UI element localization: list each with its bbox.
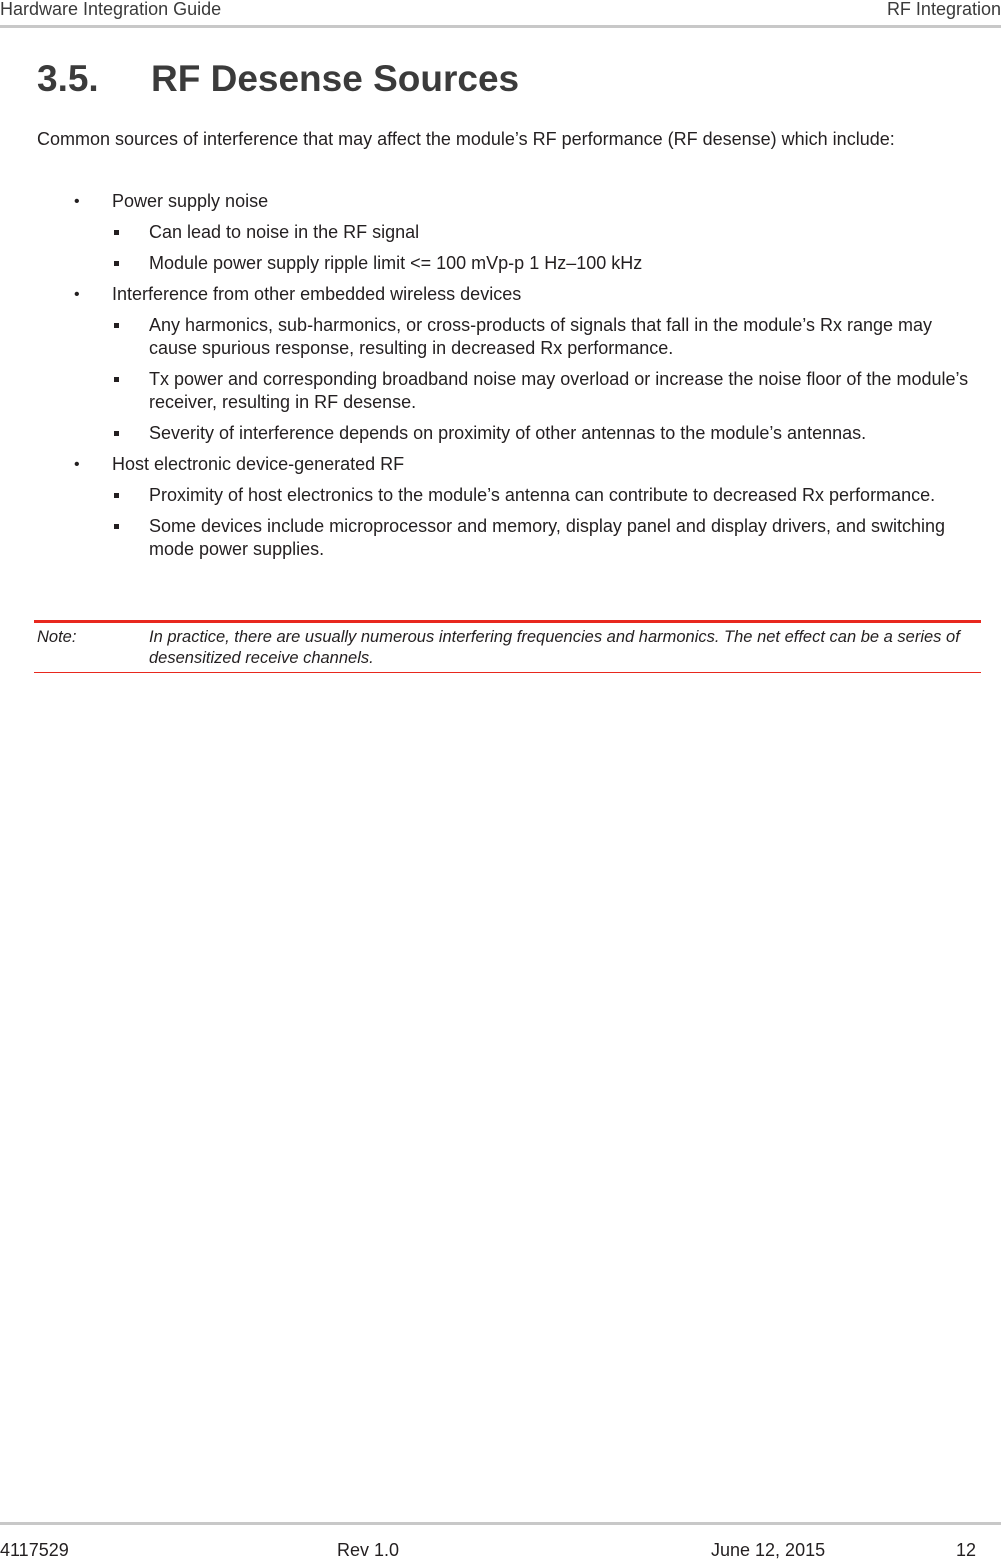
list-item-label: Power supply noise: [112, 191, 269, 211]
section-number: 3.5.: [37, 58, 99, 99]
sub-list-item: [112, 422, 982, 445]
sub-list-item-text: Can lead to noise in the RF signal: [149, 222, 420, 242]
interference-source-list: [37, 190, 982, 569]
square-bullet-icon: [114, 261, 119, 266]
sub-list-item: [112, 515, 982, 561]
list-item-label: Host electronic device-generated RF: [112, 454, 405, 474]
header-document-title: Hardware Integration Guide: [0, 0, 222, 19]
list-item: [37, 453, 982, 561]
sub-list-item-text: Severity of interference depends on proximity of other antennas to the module’s antennas.: [149, 423, 867, 443]
square-bullet-icon: [114, 431, 119, 436]
square-bullet-icon: [114, 323, 119, 328]
sub-list-item-text: Proximity of host electronics to the module’s antenna can contribute to decreased Rx performance.: [149, 485, 936, 505]
section-heading: [37, 58, 519, 100]
sub-list-item: [112, 368, 982, 414]
sub-list: [112, 314, 982, 445]
round-bullet-icon: •: [74, 456, 80, 473]
footer-revision: Rev 1.0: [337, 1540, 400, 1560]
sub-list-item-text: Tx power and corresponding broadband noise may overload or increase the noise floor of the module’s receiver, resulting in RF desense.: [149, 369, 969, 412]
sub-list: [112, 484, 982, 561]
page-footer: [0, 1522, 1001, 1559]
sub-list-item: [112, 221, 982, 244]
list-item: [37, 283, 982, 445]
sub-list-item: [112, 252, 982, 275]
square-bullet-icon: [114, 377, 119, 382]
footer-page-number: 12: [956, 1540, 977, 1560]
list-item-label: Interference from other embedded wireless devices: [112, 284, 522, 304]
square-bullet-icon: [114, 230, 119, 235]
note-label: Note:: [37, 628, 77, 646]
sub-list-item-text: Module power supply ripple limit <= 100 mVp-p 1 Hz–100 kHz: [149, 253, 643, 273]
page-header: [0, 0, 1001, 28]
footer-date: June 12, 2015: [711, 1540, 826, 1560]
note-top-divider: [34, 620, 981, 623]
sub-list-item: [112, 314, 982, 360]
square-bullet-icon: [114, 524, 119, 529]
square-bullet-icon: [114, 493, 119, 498]
round-bullet-icon: •: [74, 193, 80, 210]
section-title: RF Desense Sources: [151, 58, 520, 99]
sub-list: [112, 221, 982, 275]
sub-list-item: [112, 484, 982, 507]
header-chapter-title: RF Integration: [886, 0, 1001, 19]
sub-list-item-text: Some devices include microprocessor and memory, display panel and display drivers, and switching mode power supplies.: [149, 516, 946, 559]
round-bullet-icon: •: [74, 286, 80, 303]
intro-paragraph: Common sources of interference that may affect the module’s RF performance (RF desense) which include:: [37, 129, 895, 149]
sub-list-item-text: Any harmonics, sub-harmonics, or cross-products of signals that fall in the module’s Rx range may cause spurious response, resulting in decreased Rx performance.: [149, 315, 933, 358]
list-item: [37, 190, 982, 275]
note-bottom-divider: [34, 672, 981, 673]
note-text: In practice, there are usually numerous interfering frequencies and harmonics. The net effect can be a series of desensitized receive channels.: [149, 628, 960, 667]
footer-document-number: 4117529: [0, 1540, 69, 1560]
